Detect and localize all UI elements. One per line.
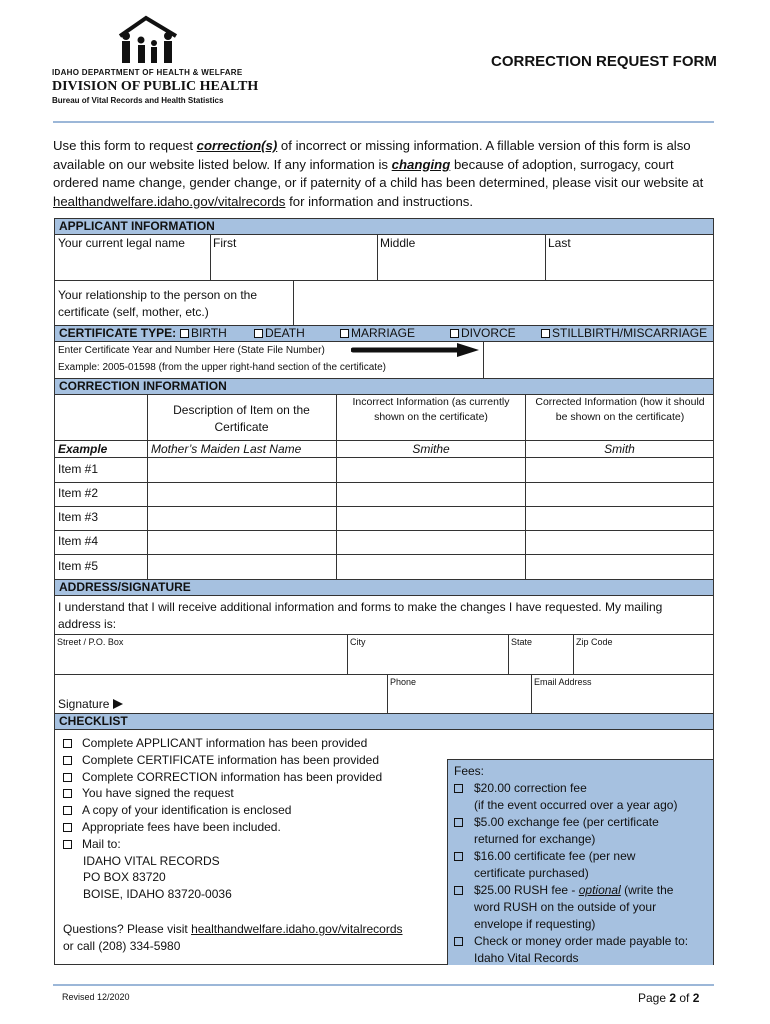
relationship-field[interactable] [295,283,709,323]
checklist-item[interactable]: Appropriate fees have been included. [63,819,403,836]
questions-link[interactable]: healthandwelfare.idaho.gov/vitalrecords [191,921,403,936]
address-heading: ADDRESS/SIGNATURE [55,579,713,596]
family-figures-icon [112,14,184,66]
arrow-right-icon [113,699,123,709]
mail-address-line: BOISE, IDAHO 83720-0036 [83,887,232,902]
questions-line: Questions? Please visit healthandwelfare.idaho.gov/vitalrecords [63,921,403,936]
type-stillbirth-checkbox[interactable]: STILLBIRTH/MISCARRIAGE [541,326,707,341]
fee-item-detail: envelope if requesting) [474,917,596,931]
applicant-heading: APPLICANT INFORMATION [55,218,713,235]
item-3-row[interactable]: Item #3 [58,510,99,524]
relationship-label-2: certificate (self, mother, etc.) [58,305,209,319]
col-description-header: Description of Item on the Certificate [173,403,310,434]
division-name: DIVISION OF PUBLIC HEALTH [52,79,259,94]
checklist-item[interactable]: You have signed the request [63,785,403,802]
form-title: CORRECTION REQUEST FORM [491,53,717,70]
correction-form [54,218,714,965]
last-name-field[interactable]: Last [548,236,571,250]
checklist-item[interactable]: Complete APPLICANT information has been provided [63,735,403,752]
page-number: Page 2 of 2 [638,991,700,1005]
phone-line: or call (208) 334-5980 [63,938,181,953]
state-file-label: Enter Certificate Year and Number Here (State File Number) [58,345,325,356]
revised-date: Revised 12/2020 [62,992,130,1002]
zip-field[interactable]: Zip Code [576,637,613,647]
fee-item-detail: word RUSH on the outside of your [474,900,657,914]
item-2-row[interactable]: Item #2 [58,486,99,500]
example-label: Example [58,442,108,456]
item-5-row[interactable]: Item #5 [58,559,99,573]
fee-item-detail: Idaho Vital Records [474,951,579,965]
email-field[interactable]: Email Address [534,677,592,687]
keyword-changing: changing [391,156,451,172]
checklist-item[interactable]: Complete CERTIFICATE information has been provided [63,752,403,769]
fee-item-detail: returned for exchange) [474,832,596,846]
item-4-row[interactable]: Item #4 [58,534,99,548]
checklist-heading: CHECKLIST [55,713,713,730]
fee-item[interactable]: $5.00 exchange fee (per certificate [454,814,707,831]
signature-field[interactable]: Signature [58,697,123,711]
type-marriage-checkbox[interactable]: MARRIAGE [340,326,415,341]
type-death-checkbox[interactable]: DEATH [254,326,305,341]
example-incorrect: Smithe [412,442,450,456]
type-divorce-checkbox[interactable]: DIVORCE [450,326,516,341]
arrow-right-icon [351,343,481,357]
intro-paragraph: Use this form to request correction(s) of incorrect or missing information. A fillable version of this form is also available on our website listed below. If any information is changing because of adoption, surrogacy, court ordered name change, gender change, or if paternity of a child has been determined, please visit our website at healthandwelfare.idaho.gov/vitalrecords for information and instructions. [53,138,704,209]
checklist-item[interactable]: Complete CORRECTION information has been provided [63,769,403,786]
type-birth-checkbox[interactable]: BIRTH [180,326,227,341]
relationship-label-1: Your relationship to the person on the [58,288,258,302]
dept-name: IDAHO DEPARTMENT OF HEALTH & WELFARE [52,68,243,77]
address-statement: I understand that I will receive additional information and forms to make the changes I have requested. My mailing address is: [58,600,663,631]
checklist-item[interactable]: A copy of your identification is enclosed [63,802,403,819]
mail-address-line: IDAHO VITAL RECORDS [83,853,220,868]
website-link[interactable]: healthandwelfare.idaho.gov/vitalrecords [53,193,286,209]
state-file-example: Example: 2005-01598 (from the upper right-hand section of the certificate) [58,362,386,373]
middle-name-field[interactable]: Middle [380,236,416,250]
keyword-corrections: correction(s) [196,138,278,153]
phone-field[interactable]: Phone [390,677,417,687]
legal-name-label: Your current legal name [58,236,185,250]
certificate-type-row: CERTIFICATE TYPE: BIRTH DEATH MARRIAGE DIVORCE STILLBIRTH/MISCARRIAGE [55,325,713,342]
street-field[interactable]: Street / P.O. Box [57,637,124,647]
bureau-name: Bureau of Vital Records and Health Statistics [52,96,224,105]
first-name-field[interactable]: First [213,236,237,250]
example-corrected: Smith [604,442,635,456]
bottom-divider [53,984,714,986]
item-1-row[interactable]: Item #1 [58,462,99,476]
fee-item-detail: (if the event occurred over a year ago) [474,798,678,812]
state-field[interactable]: State [511,637,533,647]
col-corrected-header: Corrected Information (how it should be shown on the certificate) [535,396,705,423]
fees-box [447,759,713,965]
top-divider [53,121,714,123]
example-description: Mother’s Maiden Last Name [151,442,302,456]
checklist [63,735,403,955]
checklist-item[interactable]: Mail to: [63,836,403,853]
fee-item[interactable]: $20.00 correction fee [454,780,707,797]
fee-item[interactable]: $16.00 certificate fee (per new [454,848,707,865]
state-file-number-field[interactable] [485,344,710,377]
correction-heading: CORRECTION INFORMATION [55,378,713,395]
fee-item-detail: certificate purchased) [474,866,589,880]
fee-item[interactable]: Check or money order made payable to: [454,933,707,950]
col-incorrect-header: Incorrect Information (as currently shown on the certificate) [352,396,510,423]
city-field[interactable]: City [350,637,366,647]
mail-address-line: PO BOX 83720 [83,870,166,885]
fees-heading: Fees: [454,764,485,778]
fee-item[interactable]: $25.00 RUSH fee - optional (write the [454,882,707,899]
